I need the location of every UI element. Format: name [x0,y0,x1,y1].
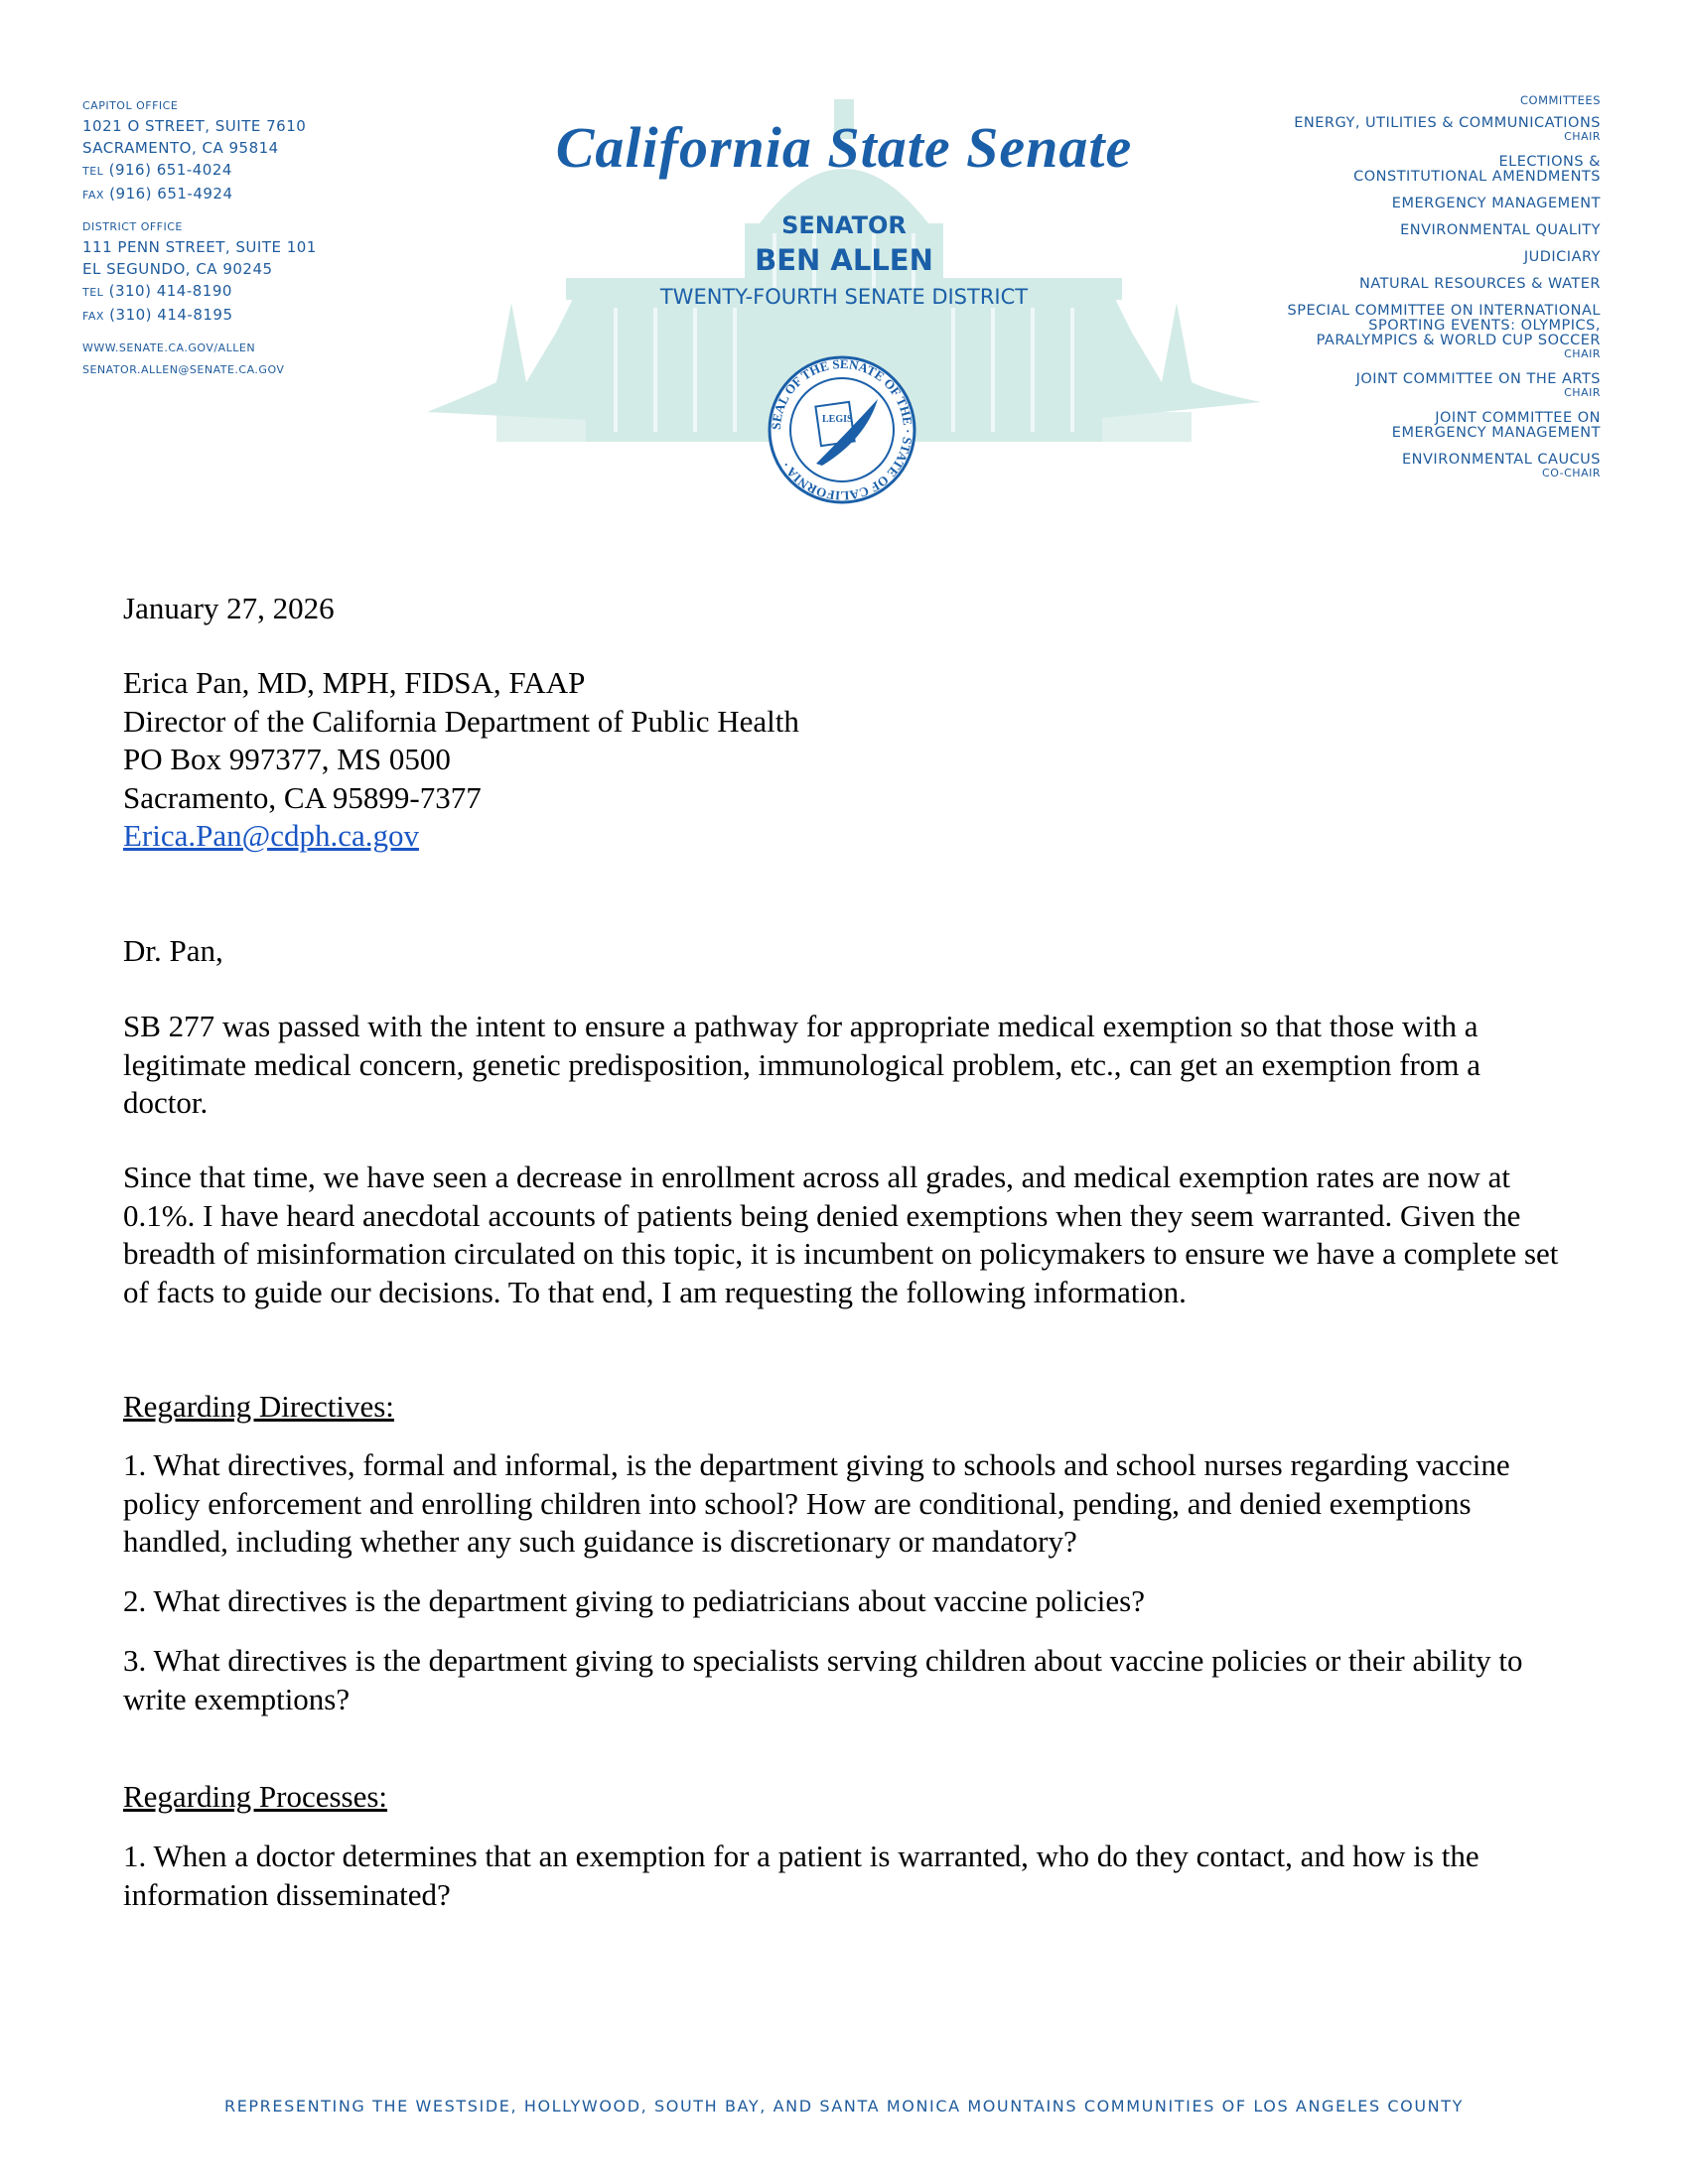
directive-item-2: 2. What directives is the department giving to pediatricians about vaccine policies? [123,1583,1145,1618]
committee-role: CO-CHAIR [1542,467,1601,479]
committee-name: SPORTING EVENTS: OLYMPICS, [1368,318,1601,334]
processes-heading: Regarding Processes: [123,1779,388,1814]
fax-number: (916) 651-4924 [109,185,233,203]
district-street: 111 PENN STREET, SUITE 101 [82,238,317,256]
website-link[interactable]: WWW.SENATE.CA.GOV/ALLEN [82,341,256,354]
district-office-label: DISTRICT OFFICE [82,220,183,233]
svg-text:SEAL OF THE SENATE OF THE · ST: SEAL OF THE SENATE OF THE · STATE OF CALIFORNIA · [768,355,916,504]
committee-item [1045,155,1601,185]
senate-seal-icon [767,354,917,505]
committee-name: NATURAL RESOURCES & WATER [1359,276,1601,292]
senator-label: SENATOR [781,211,907,239]
committee-name: JOINT COMMITTEE ON THE ARTS [1355,371,1601,387]
district-fax [82,304,317,328]
committees-label: COMMITTEES [1520,93,1601,107]
tel-label: TEL [82,286,104,299]
committee-role: CHAIR [1564,130,1601,143]
office-contacts [82,97,317,379]
committee-name: PARALYMPICS & WORLD CUP SOCCER [1316,333,1601,348]
directive-item-1: 1. What directives, formal and informal, is the department giving to schools and school nurses regarding vaccine policy enforcement and enrolling children into school? How are conditional, pending, and denied exemptions handled, including whether any such guidance is discretionary or mandatory? [123,1447,1510,1559]
letter-date: January 27, 2026 [123,591,335,625]
email-link[interactable]: SENATOR.ALLEN@SENATE.CA.GOV [82,363,285,376]
recipient-address1: PO Box 997377, MS 0500 [123,742,451,776]
committee-role: CHAIR [1564,386,1601,399]
capitol-street: 1021 O STREET, SUITE 7610 [82,117,307,135]
committee-name: ENVIRONMENTAL CAUCUS [1402,452,1601,468]
salutation: Dr. Pan, [123,933,223,968]
district-city: EL SEGUNDO, CA 90245 [82,260,273,278]
senate-district: TWENTY-FOURTH SENATE DISTRICT [659,285,1029,309]
fax-label: FAX [82,310,104,323]
capitol-city: SACRAMENTO, CA 95814 [82,139,279,157]
capitol-office-label: CAPITOL OFFICE [82,99,179,112]
paragraph-2: Since that time, we have seen a decrease in enrollment across all grades, and medical exemption rates are now at 0.1%. I have heard anecdotal accounts of patients being denied exemptions when they seem warranted. Given the breadth of misinformation circulated on this topic, it is incumbent on policymakers to ensure we have a complete set of facts to guide our decisions. To that end, I am requesting the following information. [123,1160,1559,1309]
tel-number: (916) 651-4024 [108,161,232,179]
committee-item [1045,250,1601,265]
committee-item [1045,372,1601,399]
recipient-email-link[interactable]: Erica.Pan@cdph.ca.gov [123,818,419,853]
committee-item [1045,304,1601,360]
tel-label: TEL [82,165,104,178]
committee-name: ELECTIONS & [1498,154,1601,170]
committee-item [1045,411,1601,441]
committee-name: ENVIRONMENTAL QUALITY [1400,222,1601,238]
tel-number: (310) 414-8190 [108,282,232,300]
directive-item-3: 3. What directives is the department giving to specialists serving children about vaccine policies or their ability to write exemptions? [123,1643,1523,1716]
fax-number: (310) 414-8195 [109,306,233,324]
paragraph-1: SB 277 was passed with the intent to ensure a pathway for appropriate medical exemption so that those with a legitimate medical concern, genetic predisposition, immunological problem, etc., can get an exemption from a doctor. [123,1009,1480,1120]
committee-item [1045,197,1601,211]
svg-text:LEGIS: LEGIS [822,414,853,425]
capitol-fax [82,183,317,206]
capitol-tel [82,159,317,183]
directives-heading: Regarding Directives: [123,1389,394,1424]
committee-name: ENERGY, UTILITIES & COMMUNICATIONS [1294,115,1601,131]
committee-role: CHAIR [1564,347,1601,360]
footer-tagline: REPRESENTING THE WESTSIDE, HOLLYWOOD, SOUTH BAY, AND SANTA MONICA MOUNTAINS COMMUNITIES OF LOS ANGELES COUNTY [224,2097,1464,2116]
district-tel [82,280,317,304]
committees-list [1045,94,1601,479]
committee-name: CONSTITUTIONAL AMENDMENTS [1353,169,1601,185]
recipient-name: Erica Pan, MD, MPH, FIDSA, FAAP [123,665,586,700]
senate-title: California State Senate [555,115,1133,180]
senator-name: BEN ALLEN [755,243,933,277]
committee-name: JUDICIARY [1523,249,1601,265]
committee-item [1045,277,1601,292]
committee-name: SPECIAL COMMITTEE ON INTERNATIONAL [1287,303,1601,319]
recipient-title: Director of the California Department of Public Health [123,703,799,739]
committee-item [1045,116,1601,143]
recipient-block [123,664,1563,856]
committee-name: JOINT COMMITTEE ON [1435,410,1601,426]
recipient-address2: Sacramento, CA 95899-7377 [123,779,482,815]
process-item-1: 1. When a doctor determines that an exemption for a patient is warranted, who do they contact, and how is the information disseminated? [123,1839,1479,1912]
committee-name: EMERGENCY MANAGEMENT [1391,425,1601,441]
fax-label: FAX [82,189,104,202]
committee-name: EMERGENCY MANAGEMENT [1391,196,1601,211]
committee-item [1045,223,1601,238]
committee-item [1045,453,1601,479]
